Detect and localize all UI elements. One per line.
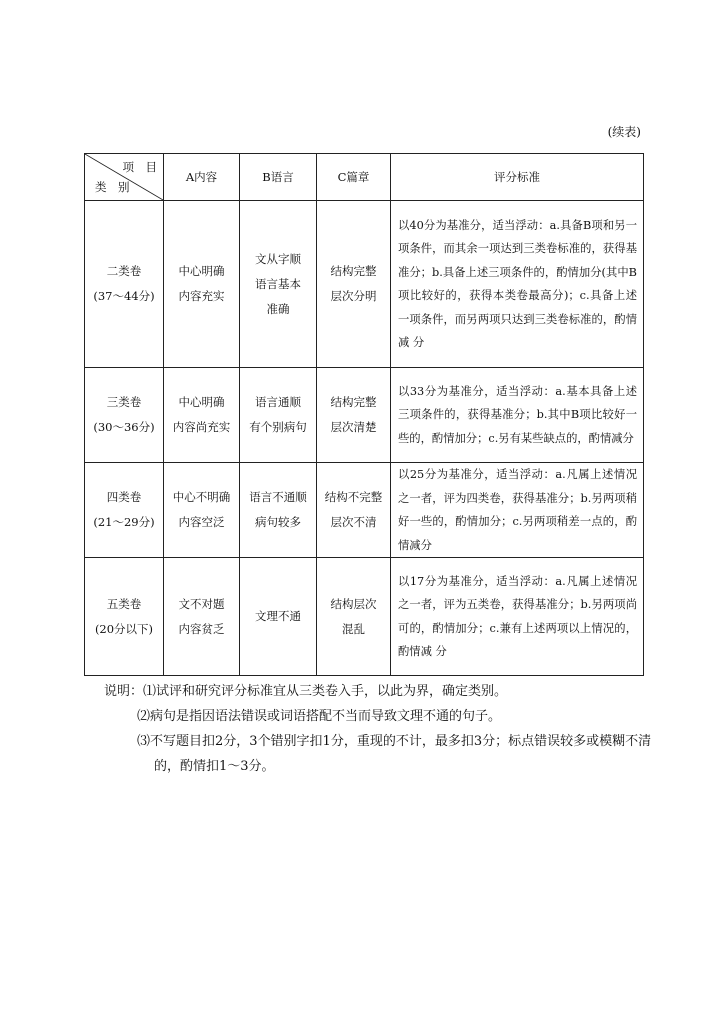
category-name: 五类卷 — [106, 596, 142, 611]
category-name: 四类卷 — [106, 490, 142, 504]
cell-line: 内容尚充实 — [172, 420, 231, 434]
cell-line: 语言不通顺 — [249, 490, 307, 504]
cell-line: 混乱 — [342, 621, 365, 636]
cell-line: 层次不清 — [330, 515, 377, 529]
cell-line: 内容贫乏 — [178, 621, 225, 636]
continued-label: (续表) — [607, 125, 641, 139]
structure-cell — [317, 368, 391, 463]
cell-line: 层次清楚 — [330, 420, 377, 434]
cell-line: 结构完整 — [330, 264, 377, 278]
language-cell — [240, 368, 317, 463]
table-header-row — [85, 154, 644, 201]
cell-line: 文从字顺 — [255, 251, 301, 266]
cell-line: 语言基本 — [255, 276, 301, 291]
category-range: (20分以下) — [94, 621, 154, 636]
category-range: (21～29分) — [93, 515, 155, 529]
criteria-cell: 以33分为基准分，适当浮动：a.基本具备上述三项条件的，获得基准分；b.其中B项比较好一些的，酌情加分；c.另有某些缺点的，酌情减分 — [391, 368, 644, 463]
category-range: (30～36分) — [93, 420, 155, 434]
col-header-content: A内容 — [164, 154, 240, 201]
col-header-criteria: 评分标准 — [391, 154, 644, 201]
language-cell — [240, 201, 317, 368]
category-cell — [85, 558, 164, 676]
cell-line: 内容空泛 — [178, 515, 225, 529]
content-cell — [164, 558, 240, 676]
category-name: 二类卷 — [106, 264, 142, 278]
cell-line: 中心不明确 — [172, 490, 231, 504]
structure-cell — [317, 463, 391, 558]
cell-line: 有个别病句 — [249, 420, 307, 434]
structure-cell — [317, 558, 391, 676]
col-header-language: B语言 — [240, 154, 317, 201]
note-item: ⑶不写题目扣2分，3个错别字扣1分，重现的不计，最多扣3分；标点错误较多或模糊不清的，酌情扣1～3分。 — [137, 734, 652, 774]
category-name: 三类卷 — [106, 395, 142, 409]
structure-cell — [317, 201, 391, 368]
cell-line: 文理不通 — [255, 609, 301, 623]
cell-line: 结构完整 — [330, 395, 377, 409]
diag-header-category: 类 别 — [95, 180, 130, 194]
category-cell — [85, 368, 164, 463]
cell-line: 内容充实 — [178, 289, 225, 303]
table-row — [85, 201, 644, 368]
cell-line: 语言通顺 — [255, 395, 301, 409]
cell-line: 中心明确 — [178, 395, 225, 409]
cell-line: 准确 — [266, 301, 290, 316]
cell-line: 结构层次 — [330, 596, 377, 611]
notes-label: 说明： — [104, 684, 144, 699]
criteria-cell: 以17分为基准分，适当浮动：a.凡属上述情况之一者，评为五类卷，获得基准分；b.另两项尚可的，酌情加分；c.兼有上述两项以上情况的，酌情减 分 — [391, 558, 644, 676]
content-cell — [164, 463, 240, 558]
table-row — [85, 368, 644, 463]
cell-line: 层次分明 — [330, 289, 377, 303]
criteria-cell: 以40分为基准分，适当浮动：a.具备B项和另一项条件，而其余一项达到三类卷标准的，获得基准分；b.具备上述三项条件的，酌情加分(其中B项比较好的，获得本类卷最高分)；c.具备上述一项条件，而另两项只达到三类卷标准的，酌情减 分 — [391, 201, 644, 368]
category-cell — [85, 201, 164, 368]
content-cell — [164, 201, 240, 368]
language-cell — [240, 463, 317, 558]
category-cell — [85, 463, 164, 558]
note-item: ⑵病句是指因语法错误或词语搭配不当而导致文理不通的句子。 — [137, 709, 502, 724]
language-cell — [240, 558, 317, 676]
diagonal-header-cell — [85, 154, 164, 201]
note-text: ⑴试评和研究评分标准宜从三类卷入手，以此为界，确定类别。 — [143, 684, 508, 699]
diag-header-item: 项 目 — [122, 160, 157, 174]
cell-line: 文不对题 — [178, 596, 225, 611]
col-header-structure: C篇章 — [317, 154, 391, 201]
notes-section — [104, 679, 664, 779]
category-range: (37～44分) — [93, 289, 155, 303]
table-row — [85, 463, 644, 558]
cell-line: 病句较多 — [255, 515, 301, 529]
content-cell — [164, 368, 240, 463]
cell-line: 结构不完整 — [324, 490, 383, 504]
note-item — [104, 679, 664, 704]
table-row — [85, 558, 644, 676]
cell-line: 中心明确 — [178, 264, 225, 278]
grading-table — [84, 153, 644, 676]
criteria-cell: 以25分为基准分，适当浮动：a.凡属上述情况之一者，评为四类卷，获得基准分；b.另两项稍好一些的，酌情加分；c.另两项稍差一点的，酌情减分 — [391, 463, 644, 558]
